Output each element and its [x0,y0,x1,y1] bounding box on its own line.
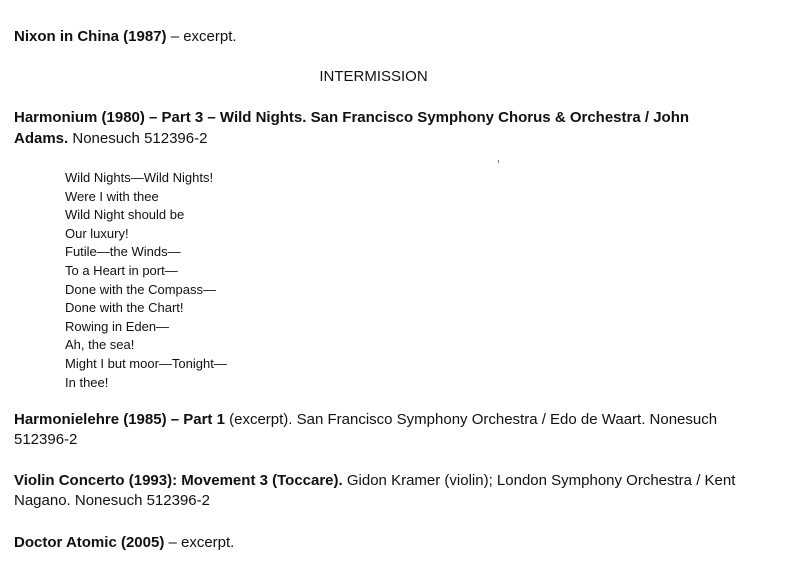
entry-title: Nixon in China (1987) [14,28,167,45]
entry-title: Harmonielehre (1985) – Part 1 [14,411,225,428]
entry-detail: – excerpt. [164,534,235,551]
entry-title: Violin Concerto (1993): Movement 3 (Toccare). [14,472,343,489]
entry-title: Doctor Atomic (2005) [14,534,165,551]
poem-line: Were I with thee [65,188,159,204]
poem-line: Done with the Compass— [65,281,217,297]
poem-wild-nights [65,169,227,392]
entry-violin-concerto-line2: Nagano. Nonesuch 512396-2 [14,492,210,509]
entry-doctor-atomic [14,533,234,553]
entry-harmonium-line1: Harmonium (1980) – Part 3 – Wild Nights. San Francisco Symphony Chorus & Orchestra / John [14,109,690,126]
scan-speck [498,160,499,163]
entry-detail: Nonesuch 512396-2 [68,130,208,147]
entry-harmonielehre-line2: 512396-2 [14,431,78,448]
entry-nixon-in-china [14,27,237,47]
entry-detail: (excerpt). San Francisco Symphony Orchestra / Edo de Waart. Nonesuch [224,411,718,428]
poem-line: Our luxury! [65,225,129,241]
entry-harmonium-line2 [14,129,207,149]
entry-detail: Gidon Kramer (violin); London Symphony Orchestra / Kent [342,472,736,489]
entry-violin-concerto-line1 [14,471,735,491]
poem-line: Wild Nights—Wild Nights! [65,170,214,185]
entry-harmonielehre-line1 [14,410,717,430]
entry-title: Adams. [14,130,69,147]
poem-line: Might I but moor—Tonight— [65,355,227,371]
poem-line: Futile—the Winds— [65,244,181,260]
poem-line: Done with the Chart! [65,300,184,316]
poem-line: Ah, the sea! [65,337,135,353]
poem-line: Wild Night should be [65,207,185,223]
entry-detail: – excerpt. [166,28,237,45]
poem-line: In thee! [65,374,109,390]
poem-line: Rowing in Eden— [65,318,170,334]
poem-line: To a Heart in port— [65,262,178,278]
intermission-heading: INTERMISSION [319,68,428,85]
